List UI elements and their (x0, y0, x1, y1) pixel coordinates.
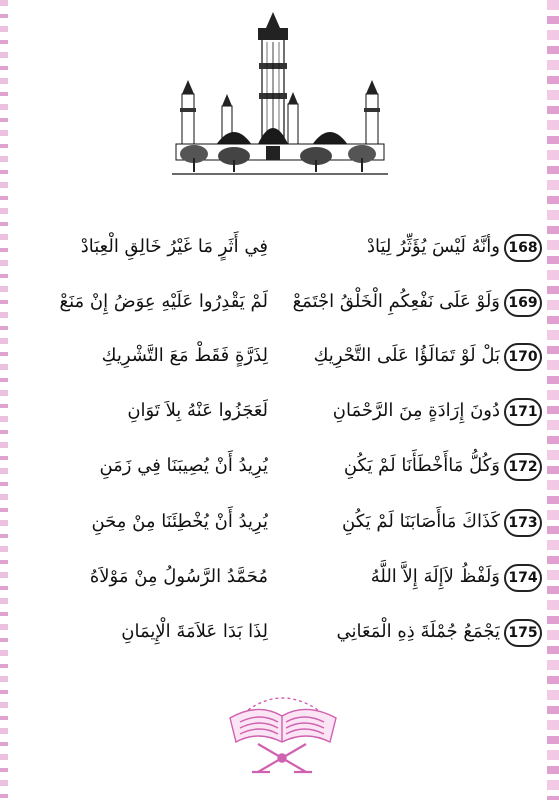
verse-second-hemistich: لِذَرَّةٍ فَقَطْ مَعَ التَّشْرِيكِ (101, 345, 268, 366)
verse-first-hemistich: وَلَفْظُ لاَإِلَهَ إِلاَّ اللَّهُ (370, 566, 500, 587)
verse-first-hemistich: وَلَوْ عَلَى نَفْعِكُمِ الْخَلْقُ اجْتَمَعْ (292, 291, 500, 312)
verse-number-badge: 168 (504, 234, 542, 262)
verse-number-badge: 175 (504, 619, 542, 647)
verse-number-badge: 169 (504, 289, 542, 317)
verse-number-badge: 171 (504, 398, 542, 426)
verse-number-badge: 173 (504, 509, 542, 537)
quran-on-stand-icon (218, 680, 348, 785)
verse-row (18, 558, 542, 598)
verse-row (18, 447, 542, 487)
verse-second-hemistich: مُحَمَّدُ الرَّسُولُ مِنْ مَوْلاَهُ (89, 566, 268, 587)
right-decorative-border (547, 0, 559, 800)
mosque-illustration (170, 8, 390, 180)
verse-first-hemistich: بَلْ لَوْ تَمَالَؤُا عَلَى التَّحْرِيكِ (313, 345, 500, 366)
verse-row (18, 392, 542, 432)
verse-second-hemistich: لِذَا بَدَا عَلاَمَةَ الْإِيمَانِ (121, 621, 268, 642)
verse-row (18, 337, 542, 377)
verse-row (18, 613, 542, 653)
verse-first-hemistich: كَذَاكَ مَاأَصَابَنَا لَمْ يَكُنِ (342, 511, 500, 532)
verse-number-badge: 174 (504, 564, 542, 592)
verse-row (18, 503, 542, 543)
verse-second-hemistich: لَمْ يَقْدِرُوا عَلَيْهِ عِوَضُ إِنْ مَنَعْ (59, 291, 268, 312)
verse-second-hemistich: يُرِيدُ أَنْ يُخْطِئَنَا مِنْ مِحَنِ (91, 511, 268, 532)
verse-first-hemistich: يَجْمَعُ جُمْلَةَ ذِهِ الْمَعَانِي (336, 621, 500, 642)
verse-number-badge: 170 (504, 343, 542, 371)
verse-row (18, 228, 542, 268)
verse-second-hemistich: يُرِيدُ أَنْ يُصِيبَنَا فِي زَمَنِ (99, 455, 268, 476)
verse-row (18, 283, 542, 323)
verse-second-hemistich: لَعَجَزُوا عَنْهُ بِلاَ تَوَانِ (127, 400, 268, 421)
verse-first-hemistich: وأنَّهُ لَيْسَ يُؤَثِّرُ لِيَادْ (366, 236, 500, 257)
verse-second-hemistich: فِي أَثَرٍ مَا غَيْرُ خَالِقِ الْعِبَادْ (80, 236, 268, 257)
left-decorative-border (0, 0, 8, 800)
verse-first-hemistich: وَكُلُّ مَاأَخْطَأَنَا لَمْ يَكُنِ (343, 455, 500, 476)
verse-first-hemistich: دُونَ إِرَادَةٍ مِنَ الرَّحْمَانِ (332, 400, 500, 421)
verse-number-badge: 172 (504, 453, 542, 481)
